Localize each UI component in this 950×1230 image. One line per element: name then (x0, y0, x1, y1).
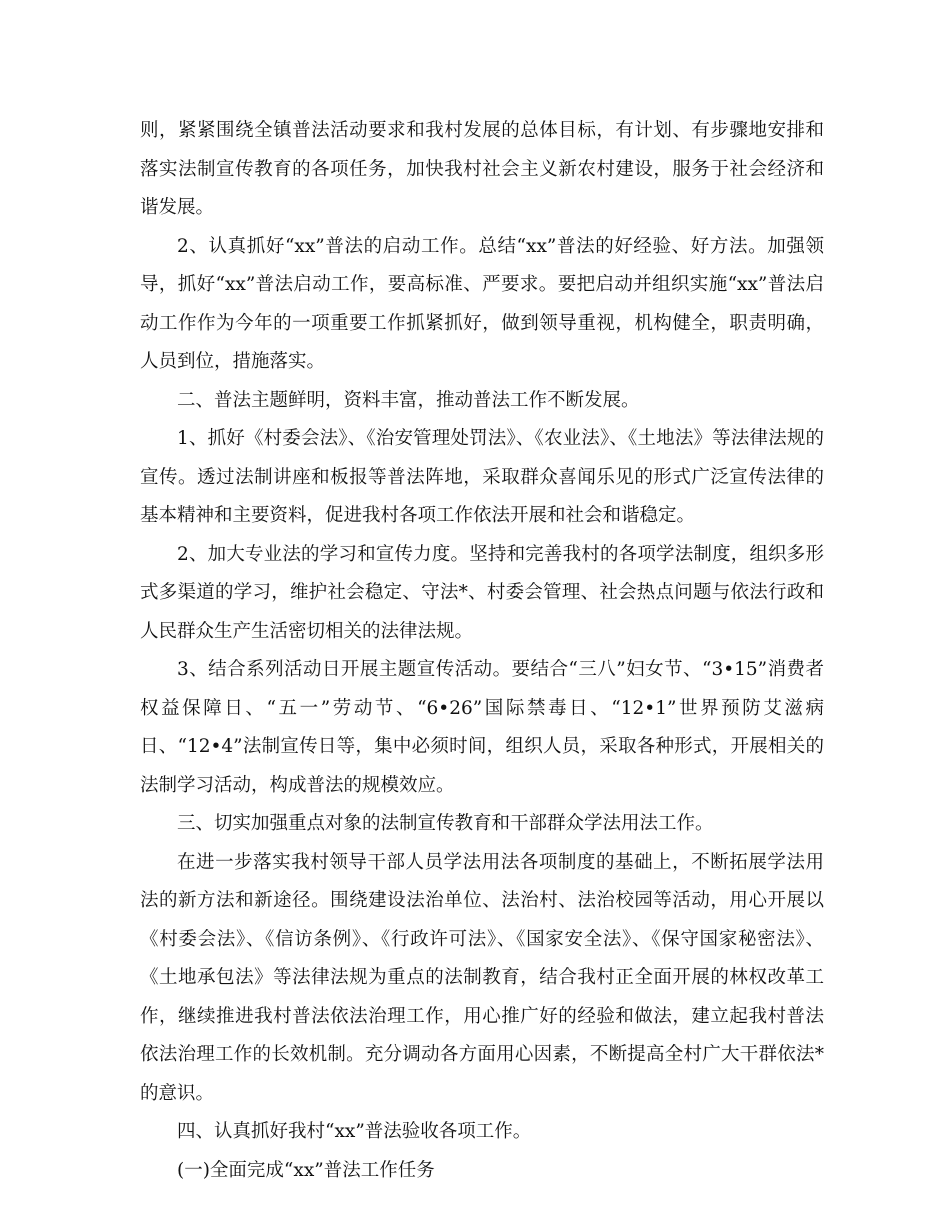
paragraph-6: 在进一步落实我村领导干部人员学法用法各项制度的基础上，不断拓展学法用法的新方法和新途径。围绕建设法治单位、法治村、法治校园等活动，用心开展以《村委会法》、《信访条例》、《行政许可法》、《国家安全法》、《保守国家秘密法》、《土地承包法》等法律法规为重点的法制教育，结合我村正全面开展的林权改革工作，继续推进我村普法依法治理工作，用心推广好的经验和做法，建立起我村普法依法治理工作的长效机制。充分调动各方面用心因素，不断提高全村广大干群依法*的意识。 (140, 851, 824, 1104)
paragraph-1: 则，紧紧围绕全镇普法活动要求和我村发展的总体目标，有计划、有步骤地安排和落实法制宣传教育的各项任务，加快我村社会主义新农村建设，服务于社会经济和谐发展。 (140, 120, 824, 218)
section-heading-3: 三、切实加强重点对象的法制宣传教育和干部群众学法用法工作。 (177, 813, 714, 834)
section-heading-2: 二、普法主题鲜明，资料丰富，推动普法工作不断发展。 (177, 389, 640, 411)
subsection-heading-1: (一)全面完成“xx”普法工作任务 (177, 1159, 435, 1181)
section-heading-4: 四、认真抓好我村“xx”普法验收各项工作。 (177, 1121, 532, 1142)
paragraph-5: 3、结合系列活动日开展主题宣传活动。要结合“三八”妇女节、“3•15”消费者权益保障日、“五一”劳动节、“6•26”国际禁毒日、“12•1”世界预防艾滋病日、“12•4”法制宣传日等，集中必须时间，组织人员，采取各种形式，开展相关的法制学习活动，构成普法的规模效应。 (140, 659, 824, 796)
paragraph-4: 2、加大专业法的学习和宣传力度。坚持和完善我村的各项学法制度，组织多形式多渠道的学习，维护社会稳定、守法*、村委会管理、社会热点问题与依法行政和人民群众生产生活密切相关的法律法规。 (140, 543, 824, 642)
document-body (140, 112, 824, 1190)
paragraph-3: 1、抓好《村委会法》、《治安管理处罚法》、《农业法》、《土地法》等法律法规的宣传。透过法制讲座和板报等普法阵地，采取群众喜闻乐见的形式广泛宣传法律的基本精神和主要资料，促进我村各项工作依法开展和社会和谐稳定。 (140, 428, 824, 526)
paragraph-2: 2、认真抓好“xx”普法的启动工作。总结“xx”普法的好经验、好方法。加强领导，抓好“xx”普法启动工作，要高标准、严要求。要把启动并组织实施“xx”普法启动工作作为今年的一项重要工作抓紧抓好，做到领导重视，机构健全，职责明确，人员到位，措施落实。 (140, 235, 824, 372)
